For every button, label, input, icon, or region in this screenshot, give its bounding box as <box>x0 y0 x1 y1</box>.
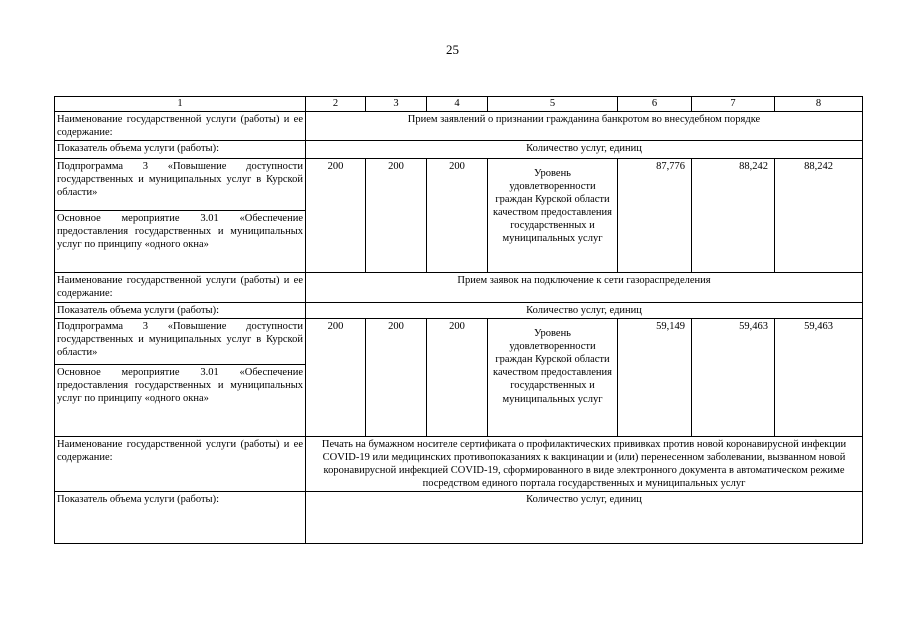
measure-cell: Основное мероприятие 3.01 «Обеспечение предоставления государственных и муниципальных услуг по принципу «одного окна» <box>55 364 306 436</box>
indicator-label: Показатель объема услуги (работы): <box>55 140 306 158</box>
service-name-row <box>55 436 863 492</box>
service-name-label: Наименование государственной услуги (работы) и ее содержание: <box>55 272 306 302</box>
page-number: 25 <box>446 42 459 57</box>
service-name-value: Прием заявок на подключение к сети газораспределения <box>306 272 863 302</box>
indicator-label: Показатель объема услуги (работы): <box>55 492 306 544</box>
subprogram-row <box>55 158 863 210</box>
header-cell: 8 <box>775 97 863 112</box>
indicator-row <box>55 492 863 544</box>
services-table <box>54 96 863 544</box>
indicator-label: Показатель объема услуги (работы): <box>55 302 306 318</box>
service-name-value: Печать на бумажном носителе сертификата о профилактических прививках против новой коронавирусной инфекции COVID-19 или медицинских противопоказаниях к вакцинации и (или) перенесенном заболевании, вызванном новой коронавирусной инфекцией COVID-19, сформированного в виде электронного документа в автоматическом режиме посредством единого портала государственных и муниципальных услуг <box>306 436 863 492</box>
value-col6: 59,149 <box>618 318 692 436</box>
subprogram-row <box>55 318 863 364</box>
indicator-row <box>55 302 863 318</box>
value-col7: 59,463 <box>692 318 775 436</box>
value-col2: 200 <box>306 318 366 436</box>
value-col2: 200 <box>306 158 366 272</box>
subprogram-cell: Подпрограмма 3 «Повышение доступности государственных и муниципальных услуг в Курской области» <box>55 318 306 364</box>
header-cell: 4 <box>427 97 488 112</box>
header-cell: 3 <box>366 97 427 112</box>
subprogram-cell: Подпрограмма 3 «Повышение доступности государственных и муниципальных услуг в Курской области» <box>55 158 306 210</box>
value-col3: 200 <box>366 318 427 436</box>
value-col4: 200 <box>427 158 488 272</box>
service-name-label: Наименование государственной услуги (работы) и ее содержание: <box>55 436 306 492</box>
header-cell: 2 <box>306 97 366 112</box>
measure-cell: Основное мероприятие 3.01 «Обеспечение предоставления государственных и муниципальных услуг по принципу «одного окна» <box>55 210 306 272</box>
value-col6: 87,776 <box>618 158 692 272</box>
table-header-row <box>55 97 863 112</box>
header-cell: 5 <box>488 97 618 112</box>
indicator-value: Количество услуг, единиц <box>306 492 863 544</box>
value-col4: 200 <box>427 318 488 436</box>
service-name-label: Наименование государственной услуги (работы) и ее содержание: <box>55 111 306 140</box>
value-col8: 59,463 <box>775 318 863 436</box>
header-cell: 1 <box>55 97 306 112</box>
service-name-row <box>55 272 863 302</box>
header-cell: 7 <box>692 97 775 112</box>
service-name-row <box>55 111 863 140</box>
indicator-value: Количество услуг, единиц <box>306 140 863 158</box>
indicator-row <box>55 140 863 158</box>
indicator-description: Уровень удовлетворенности граждан Курской области качеством предоставления государственных и муниципальных услуг <box>488 158 618 272</box>
value-col3: 200 <box>366 158 427 272</box>
value-col8: 88,242 <box>775 158 863 272</box>
indicator-description: Уровень удовлетворенности граждан Курской области качеством предоставления государственных и муниципальных услуг <box>488 318 618 436</box>
header-cell: 6 <box>618 97 692 112</box>
service-name-value: Прием заявлений о признании гражданина банкротом во внесудебном порядке <box>306 111 863 140</box>
value-col7: 88,242 <box>692 158 775 272</box>
indicator-value: Количество услуг, единиц <box>306 302 863 318</box>
